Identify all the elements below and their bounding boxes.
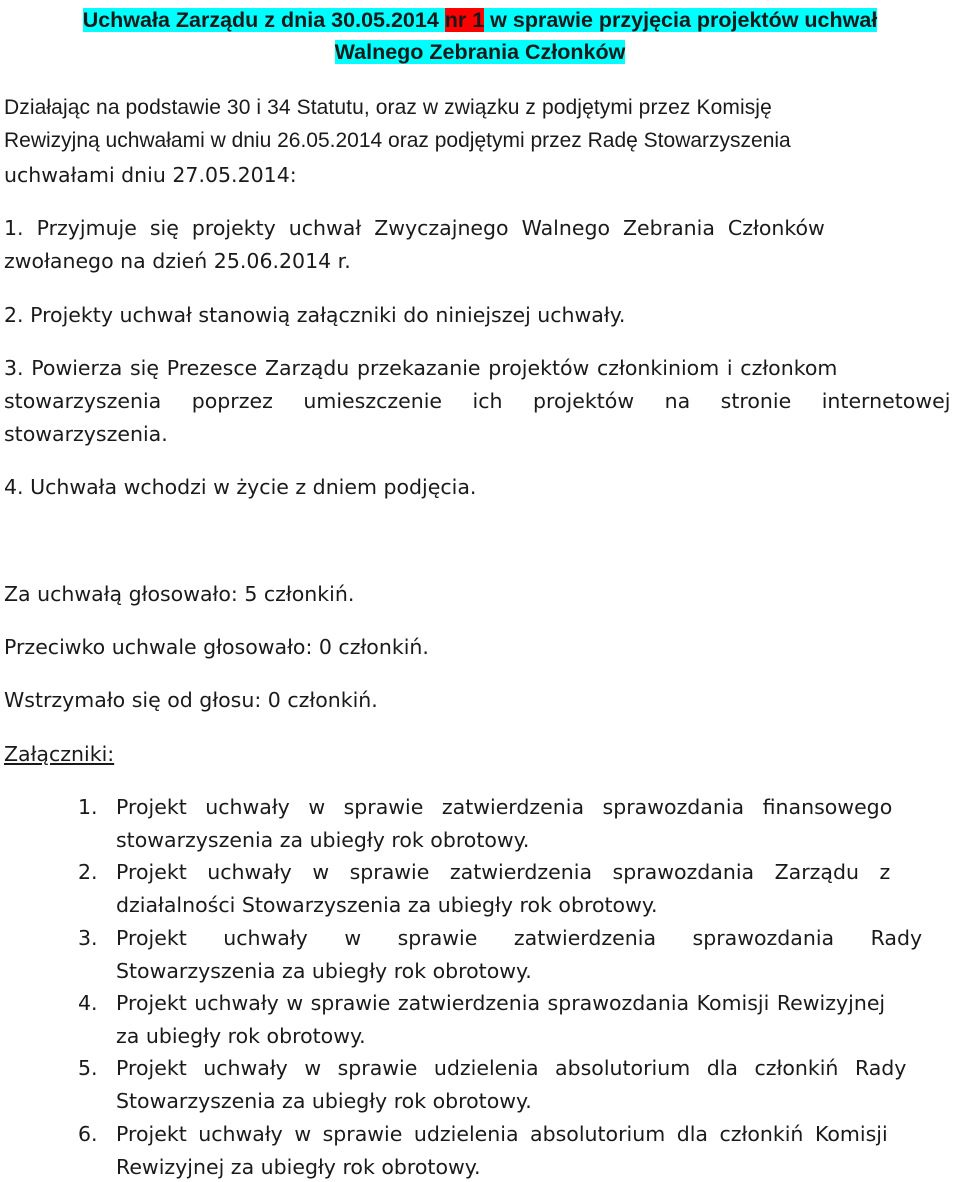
votes-for: Za uchwałą głosowało: 5 członkiń. bbox=[4, 582, 355, 606]
title-part-1: Uchwała Zarządu z dnia 30.05.2014 bbox=[82, 8, 445, 32]
paragraph-1-line-2: zwołanego na dzień 25.06.2014 r. bbox=[4, 249, 351, 273]
attachment-line-2: stowarzyszenia za ubiegły rok obrotowy. bbox=[116, 828, 530, 852]
attachment-line-2: Stowarzyszenia za ubiegły rok obrotowy. bbox=[116, 959, 532, 983]
attachment-line-1: Projekt uchwały w sprawie zatwierdzenia sprawozdania Rady bbox=[116, 926, 923, 950]
attachment-number: 1. bbox=[78, 795, 98, 819]
paragraph-2: 2. Projekty uchwał stanowią załączniki do niniejszej uchwały. bbox=[4, 303, 626, 327]
votes-abstain: Wstrzymało się od głosu: 0 członkiń. bbox=[4, 688, 378, 712]
attachment-line-1: Projekt uchwały w sprawie zatwierdzenia sprawozdania Komisji Rewizyjnej bbox=[116, 991, 886, 1015]
paragraph-4: 4. Uchwała wchodzi w życie z dniem podjęcia. bbox=[4, 475, 477, 499]
attachment-number: 6. bbox=[78, 1122, 98, 1146]
attachment-line-1: Projekt uchwały w sprawie zatwierdzenia sprawozdania Zarządu z bbox=[116, 860, 891, 884]
attachment-line-2: Rewizyjnej za ubiegły rok obrotowy. bbox=[116, 1155, 481, 1179]
resolution-number: nr 1 bbox=[444, 8, 485, 32]
attachment-number: 4. bbox=[78, 991, 98, 1015]
attachment-line-1: Projekt uchwały w sprawie udzielenia absolutorium dla członkiń Komisji bbox=[116, 1122, 888, 1146]
attachment-line-2: za ubiegły rok obrotowy. bbox=[116, 1024, 366, 1048]
document-title bbox=[0, 4, 960, 68]
attachment-line-1: Projekt uchwały w sprawie zatwierdzenia sprawozdania finansowego bbox=[116, 795, 893, 819]
attachment-number: 3. bbox=[78, 926, 98, 950]
paragraph-3-line-3: stowarzyszenia. bbox=[4, 422, 168, 446]
title-line-2: Walnego Zebrania Członków bbox=[334, 40, 626, 64]
title-part-3: w sprawie przyjęcia projektów uchwał bbox=[484, 8, 878, 32]
paragraph-1-line-1: 1. Przyjmuje się projekty uchwał Zwyczajnego Walnego Zebrania Członków bbox=[4, 216, 825, 240]
intro-line-3: uchwałami dniu 27.05.2014: bbox=[4, 163, 297, 187]
attachment-line-1: Projekt uchwały w sprawie udzielenia absolutorium dla członkiń Rady bbox=[116, 1056, 907, 1080]
intro-line-1: Działając na podstawie 30 i 34 Statutu, oraz w związku z podjętymi przez Komisję bbox=[4, 96, 772, 119]
attachments-heading: Załączniki: bbox=[4, 742, 115, 766]
attachment-line-2: działalności Stowarzyszenia za ubiegły rok obrotowy. bbox=[116, 893, 658, 917]
votes-against: Przeciwko uchwale głosowało: 0 członkiń. bbox=[4, 635, 429, 659]
attachment-line-2: Stowarzyszenia za ubiegły rok obrotowy. bbox=[116, 1089, 532, 1113]
attachment-number: 5. bbox=[78, 1056, 98, 1080]
paragraph-3-line-1: 3. Powierza się Prezesce Zarządu przekazanie projektów członkiniom i członkom bbox=[4, 356, 838, 380]
attachment-number: 2. bbox=[78, 860, 98, 884]
paragraph-3-line-2: stowarzyszenia poprzez umieszczenie ich projektów na stronie internetowej bbox=[4, 389, 951, 413]
intro-line-2: Rewizyjną uchwałami w dniu 26.05.2014 oraz podjętymi przez Radę Stowarzyszenia bbox=[4, 129, 791, 152]
